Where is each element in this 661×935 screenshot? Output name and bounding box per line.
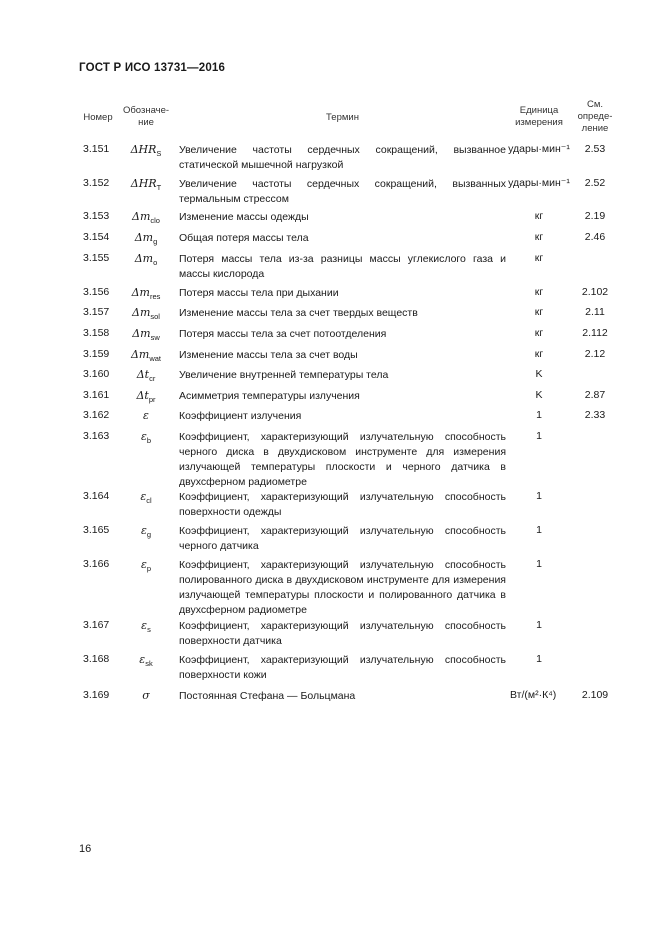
term-number: 3.160 [83, 368, 110, 380]
term-definition-ref: 2.102 [581, 286, 609, 298]
term-unit: удары·мин⁻¹ [508, 143, 570, 155]
term-symbol [118, 286, 174, 301]
term-symbol [118, 524, 174, 539]
term-symbol [118, 231, 174, 246]
term-symbol [118, 430, 174, 445]
symbol-main: σ [142, 689, 150, 702]
term-text: Коэффициент, характеризующий излучательную способность поверхности одежды [179, 491, 506, 518]
term-definition-ref: 2.33 [584, 409, 606, 421]
term-definition-ref: 2.112 [582, 327, 608, 339]
col-ref-header: См. опреде- ление [577, 99, 613, 134]
term-number: 3.152 [83, 177, 110, 189]
term-text: Потеря массы тела за счет потоотделения [179, 328, 387, 340]
symbol-subscript: cr [149, 374, 156, 384]
term-number: 3.153 [83, 210, 110, 222]
term-text: Изменение массы одежды [179, 211, 309, 223]
term-unit: K [535, 389, 543, 401]
term-definition-ref: 2.11 [585, 306, 605, 318]
term-text: Коэффициент излучения [179, 410, 302, 422]
symbol-subscript: s [147, 625, 151, 635]
term-symbol [118, 306, 174, 321]
term-symbol [118, 143, 174, 158]
term-symbol [118, 389, 174, 404]
symbol-main: Δm [132, 306, 151, 319]
term-symbol [118, 348, 174, 363]
term-symbol [118, 409, 174, 422]
term-text: Коэффициент, характеризующий излучательную способность черного датчика [179, 525, 506, 552]
symbol-main: Δt [136, 389, 149, 402]
term-unit: кг [534, 231, 544, 243]
symbol-subscript: sw [150, 333, 160, 343]
symbol-subscript: wat [149, 354, 162, 364]
symbol-main: Δm [132, 210, 151, 223]
term-number: 3.161 [83, 389, 110, 401]
term-definition-ref: 2.19 [584, 210, 606, 222]
symbol-main: ΔHR [130, 143, 157, 156]
term-unit: Вт/(м²·К⁴) [510, 689, 557, 701]
term-definition-ref: 2.52 [584, 177, 606, 189]
term-text: Увеличение частоты сердечных сокращений, вызванное статической мышечной нагрузкой [179, 144, 506, 171]
term-number: 3.165 [83, 524, 110, 536]
term-number: 3.162 [83, 409, 110, 421]
term-definition-ref: 2.109 [581, 689, 609, 701]
term-number: 3.154 [83, 231, 110, 243]
col-unit-header: Единица измерения [515, 105, 563, 128]
term-symbol [118, 368, 174, 383]
term-unit: кг [534, 348, 544, 360]
term-symbol [118, 252, 174, 267]
term-text: Асимметрия температуры излучения [179, 390, 360, 402]
symbol-main: Δm [132, 327, 151, 340]
term-number: 3.155 [83, 252, 110, 264]
term-text: Потеря массы тела из-за разницы массы углекислого газа и массы кислорода [179, 253, 506, 280]
term-number: 3.163 [83, 430, 110, 442]
term-text: Изменение массы тела за счет воды [179, 349, 358, 361]
symbol-main: Δm [134, 231, 154, 244]
term-unit: кг [534, 306, 544, 318]
symbol-main: Δm [131, 286, 150, 299]
term-unit: 1 [536, 430, 542, 442]
symbol-main: Δm [134, 252, 154, 265]
term-text: Постоянная Стефана — Больцмана [179, 690, 356, 702]
term-unit: кг [534, 210, 544, 222]
term-text: Коэффициент, характеризующий излучательную способность поверхности датчика [179, 620, 506, 647]
term-number: 3.166 [83, 558, 110, 570]
col-term-header: Термин [326, 112, 359, 123]
term-unit: 1 [536, 490, 542, 502]
term-symbol [118, 177, 174, 192]
symbol-main: ε [139, 653, 146, 666]
term-unit: удары·мин⁻¹ [508, 177, 570, 189]
symbol-main: ε [140, 430, 147, 443]
symbol-subscript: g [153, 237, 158, 247]
term-text: Коэффициент, характеризующий излучательную способность поверхности кожи [179, 654, 506, 681]
term-number: 3.158 [83, 327, 110, 339]
term-number: 3.151 [83, 143, 110, 155]
term-text: Общая потеря массы тела [179, 232, 309, 244]
col-number-header: Номер [83, 112, 113, 123]
symbol-subscript: g [146, 530, 152, 540]
table-header [0, 99, 661, 139]
term-definition-ref: 2.87 [584, 389, 606, 401]
term-text: Потеря массы тела при дыхании [179, 287, 339, 299]
symbol-subscript: T [156, 183, 162, 193]
symbol-subscript: S [156, 149, 162, 159]
symbol-subscript: clo [150, 216, 160, 226]
term-unit: 1 [536, 653, 542, 665]
symbol-subscript: p [146, 564, 152, 574]
term-definition-ref: 2.53 [584, 143, 606, 155]
term-number: 3.164 [83, 490, 110, 502]
symbol-main: Δm [130, 348, 150, 361]
term-number: 3.168 [83, 653, 110, 665]
symbol-subscript: sol [150, 312, 160, 322]
term-number: 3.156 [83, 286, 110, 298]
term-unit: кг [534, 327, 544, 339]
symbol-subscript: o [153, 258, 158, 268]
symbol-subscript: sk [145, 659, 153, 669]
term-unit: 1 [536, 409, 542, 421]
term-unit: 1 [536, 619, 542, 631]
page-number: 16 [79, 843, 92, 855]
term-unit: 1 [536, 524, 542, 536]
symbol-subscript: cl [146, 496, 152, 506]
term-definition-ref: 2.12 [584, 348, 606, 360]
term-text: Увеличение частоты сердечных сокращений, вызванных термальным стрессом [179, 178, 506, 205]
term-unit: кг [534, 252, 544, 264]
document-header: ГОСТ Р ИСО 13731—2016 [79, 62, 226, 74]
symbol-main: ε [140, 490, 147, 503]
symbol-main: ε [143, 409, 149, 422]
symbol-subscript: res [149, 292, 161, 302]
term-text: Увеличение внутренней температуры тела [179, 369, 389, 381]
term-symbol [118, 558, 174, 573]
term-symbol [118, 327, 174, 342]
term-symbol [118, 689, 174, 702]
symbol-subscript: b [146, 436, 152, 446]
symbol-main: ε [140, 524, 147, 537]
term-symbol [118, 210, 174, 225]
term-unit: кг [534, 286, 544, 298]
symbol-main: ε [141, 619, 148, 632]
term-unit: 1 [536, 558, 542, 570]
term-symbol [118, 490, 174, 505]
term-number: 3.157 [83, 306, 110, 318]
term-text: Коэффициент, характеризующий излучательную способность черного диска в двухдисковом инструменте для измерения излучающей температуры плоскости и черного датчика в двухсферном радиометре [179, 431, 506, 488]
symbol-main: ε [140, 558, 147, 571]
term-text: Коэффициент, характеризующий излучательную способность полированного диска в двухдисковом инструменте для измерения излучающей температуры плоскости и полированного датчика в двухсферном радиометре [179, 559, 506, 616]
term-definition-ref: 2.46 [584, 231, 606, 243]
term-number: 3.167 [83, 619, 110, 631]
col-symbol-header: Обозначе- ние [122, 105, 170, 128]
symbol-main: ΔHR [130, 177, 157, 190]
symbol-subscript: pr [148, 395, 156, 405]
term-number: 3.159 [83, 348, 110, 360]
term-symbol [118, 653, 174, 668]
term-symbol [118, 619, 174, 634]
symbol-main: Δt [136, 368, 150, 381]
term-unit: K [535, 368, 543, 380]
term-number: 3.169 [83, 689, 110, 701]
term-text: Изменение массы тела за счет твердых веществ [179, 307, 418, 319]
